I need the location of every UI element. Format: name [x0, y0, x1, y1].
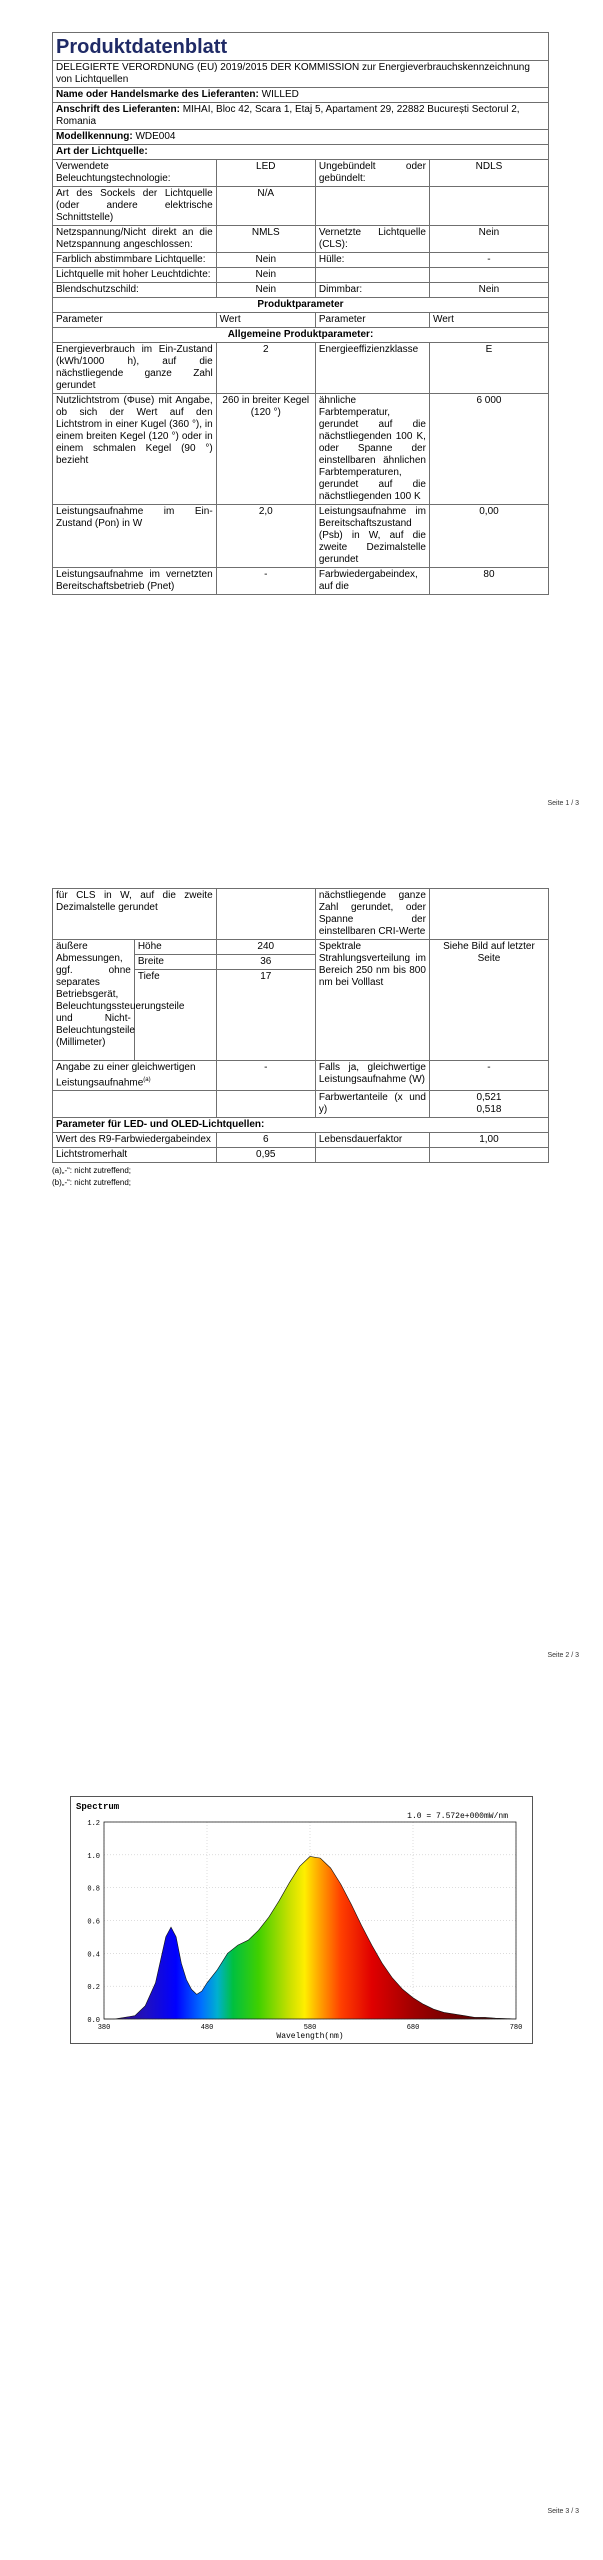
x-axis-label: Wavelength(nm) — [276, 2032, 344, 2041]
param-row — [53, 394, 549, 505]
standby-network-label-cont: für CLS in W, auf die zweite Dezimalstelle gerundet — [53, 889, 217, 940]
led-params-heading: Parameter für LED- und OLED-Lichtquellen: — [53, 1118, 549, 1133]
equiv-footnote-ref: (a) — [143, 1077, 151, 1083]
address-value: MIHAI, Bloc 42, Scara 1, Etaj 5, Apartament 29, 22882 București Sectorul 2, Romania — [56, 104, 520, 127]
param-label2-1: ähnliche Farbtemperatur, gerundet auf die nächstliegenden 100 K, oder Spanne der einstellbaren ähnlichen Farbtemperaturen, gerundet auf die nächstliegenden 100 K — [315, 394, 429, 505]
lumen-maintenance-value: 0,95 — [216, 1148, 315, 1163]
param-value2-3: 80 — [429, 568, 548, 595]
type-row — [53, 226, 549, 253]
empty-cell — [429, 1148, 548, 1163]
col-value-1: Wert — [216, 313, 315, 328]
address-label: Anschrift des Lieferanten: — [56, 104, 180, 115]
chromaticity-y: 0,518 — [476, 1104, 502, 1116]
document-title: Produktdatenblatt — [53, 33, 549, 61]
y-tick-label: 1.0 — [87, 1852, 100, 1861]
product-params-heading: Produktparameter — [53, 298, 549, 313]
type-label-5: Blendschutzschild: — [53, 283, 217, 298]
equiv-value: - — [216, 1061, 315, 1091]
param-value2-1: 6 000 — [429, 394, 548, 505]
type-table-body — [53, 160, 549, 298]
param-label2-0: Energieeffizienzklasse — [315, 343, 429, 394]
type-value2-4 — [429, 268, 548, 283]
spectral-distribution-label: Spektrale Strahlungsverteilung im Bereich 250 nm bis 800 nm bei Volllast — [315, 940, 429, 1061]
footnote-b: (b)„-“: nicht zutreffend; — [52, 1178, 131, 1188]
param-row — [53, 568, 549, 595]
lumen-maintenance-label: Lichtstromerhalt — [53, 1148, 217, 1163]
y-tick-label: 0.4 — [87, 1951, 100, 1960]
chromaticity-value — [429, 1091, 548, 1118]
type-row — [53, 187, 549, 226]
page-2 — [52, 888, 549, 1189]
param-label2-3: Farbwiedergabeindex, auf die — [315, 568, 429, 595]
model-label: Modellkennung: — [56, 131, 133, 142]
y-tick-label: 0.2 — [87, 1984, 100, 1993]
col-param-2: Parameter — [315, 313, 429, 328]
y-tick-label: 0.8 — [87, 1885, 100, 1894]
type-value-3: Nein — [216, 253, 315, 268]
param-label-0: Energieverbrauch im Ein-Zustand (kWh/1000 h), auf die nächstliegende ganze Zahl gerundet — [53, 343, 217, 394]
type-label2-4 — [315, 268, 429, 283]
param-value-2: 2,0 — [216, 505, 315, 568]
param-label2-2: Leistungsaufnahme im Bereitschaftszustand (Psb) in W, auf die zweite Dezimalstelle gerundet — [315, 505, 429, 568]
supplier-row — [53, 88, 549, 103]
address-row — [53, 103, 549, 130]
param-label-3: Leistungsaufnahme im vernetzten Bereitschaftsbetrieb (Pnet) — [53, 568, 217, 595]
lifetime-factor-label: Lebensdauerfaktor — [315, 1133, 429, 1148]
equiv-label-text: Angabe zu einer gleichwertigen Leistungsaufnahme — [56, 1062, 196, 1089]
type-row — [53, 283, 549, 298]
x-tick-label: 580 — [303, 2024, 317, 2032]
model-row — [53, 130, 549, 145]
type-value-4: Nein — [216, 268, 315, 283]
spectrum-svg — [70, 1796, 533, 2044]
type-label2-1 — [315, 187, 429, 226]
type-value2-0: NDLS — [429, 160, 548, 187]
param-value-3: - — [216, 568, 315, 595]
lightsource-type-heading: Art der Lichtquelle: — [53, 145, 549, 160]
chromaticity-label: Farbwertanteile (x und y) — [315, 1091, 429, 1118]
type-value-2: NMLS — [216, 226, 315, 253]
dimension-value-width: 36 — [216, 955, 315, 970]
dimension-name-height: Höhe — [134, 940, 216, 955]
product-params-table — [52, 297, 549, 595]
dimensions-label: äußere Abmessungen, ggf. ohne separates Betriebsgerät, Beleuchtungssteuerungsteile und Nicht-Beleuchtungsteile (Millimeter) — [53, 940, 135, 1061]
r9-label: Wert des R9-Farbwiedergabeindex — [53, 1133, 217, 1148]
type-label-1: Art des Sockels der Lichtquelle (oder andere elektrische Schnittstelle) — [53, 187, 217, 226]
chromaticity-x: 0,521 — [476, 1092, 502, 1104]
spectrum-chart — [70, 1796, 533, 2044]
dimension-value-depth: 17 — [216, 970, 315, 1061]
general-params-heading: Allgemeine Produktparameter: — [53, 328, 549, 343]
type-row — [53, 253, 549, 268]
page-number-1: Seite 1 / 3 — [547, 800, 579, 807]
type-value-5: Nein — [216, 283, 315, 298]
page-number-3: Seite 3 / 3 — [547, 2508, 579, 2515]
col-param-1: Parameter — [53, 313, 217, 328]
supplier-value: WILLED — [261, 89, 299, 100]
dimension-value-height: 240 — [216, 940, 315, 955]
param-row — [53, 505, 549, 568]
model-value: WDE004 — [135, 131, 176, 142]
x-tick-label: 680 — [406, 2024, 420, 2032]
dimension-name-depth: Tiefe — [134, 970, 216, 1061]
empty-cell — [216, 889, 315, 940]
type-value2-1 — [429, 187, 548, 226]
type-label2-5: Dimmbar: — [315, 283, 429, 298]
spectral-distribution-value: Siehe Bild auf letzter Seite — [429, 940, 548, 1061]
param-row — [53, 343, 549, 394]
type-value-0: LED — [216, 160, 315, 187]
col-value-2: Wert — [429, 313, 548, 328]
type-value2-5: Nein — [429, 283, 548, 298]
params-continued-table — [52, 888, 549, 1163]
type-label-4: Lichtquelle mit hoher Leuchtdichte: — [53, 268, 217, 283]
chart-title: Spectrum — [76, 1802, 120, 1812]
y-tick-label: 0.6 — [87, 1918, 100, 1927]
type-label2-2: Vernetzte Lichtquelle (CLS): — [315, 226, 429, 253]
lifetime-factor-value: 1,00 — [429, 1133, 548, 1148]
param-value-1: 260 in breiter Kegel (120 °) — [216, 394, 315, 505]
page-1 — [52, 32, 549, 595]
header-table — [52, 32, 549, 160]
type-label-3: Farblich abstimmbare Lichtquelle: — [53, 253, 217, 268]
type-value2-3: - — [429, 253, 548, 268]
type-label-2: Netzspannung/Nicht direkt an die Netzspannung angeschlossen: — [53, 226, 217, 253]
type-label-0: Verwendete Beleuchtungstechnologie: — [53, 160, 217, 187]
param-value-0: 2 — [216, 343, 315, 394]
footnote-a: (a)„-“: nicht zutreffend; — [52, 1166, 131, 1176]
type-label2-3: Hülle: — [315, 253, 429, 268]
empty-cell — [429, 889, 548, 940]
param-label-2: Leistungsaufnahme im Ein-Zustand (Pon) in W — [53, 505, 217, 568]
type-table — [52, 159, 549, 298]
page-number-2: Seite 2 / 3 — [547, 1652, 579, 1659]
type-row — [53, 160, 549, 187]
type-value-1: N/A — [216, 187, 315, 226]
x-tick-label: 480 — [200, 2024, 214, 2032]
type-label2-0: Ungebündelt oder gebündelt: — [315, 160, 429, 187]
equiv-power-value: - — [429, 1061, 548, 1091]
y-tick-label: 0.0 — [87, 2017, 100, 2025]
param-table-body — [53, 343, 549, 595]
x-tick-label: 380 — [97, 2024, 111, 2032]
chart-note: 1.0 = 7.572e+000mW/nm — [407, 1812, 508, 1821]
param-value2-0: E — [429, 343, 548, 394]
x-tick-label: 780 — [509, 2024, 523, 2032]
cri-label-cont: nächstliegende ganze Zahl gerundet, oder Spanne der einstellbaren CRI-Werte — [315, 889, 429, 940]
param-value2-2: 0,00 — [429, 505, 548, 568]
type-value2-2: Nein — [429, 226, 548, 253]
empty-cell — [315, 1148, 429, 1163]
type-row — [53, 268, 549, 283]
empty-cell — [216, 1091, 315, 1118]
supplier-label: Name oder Handelsmarke des Lieferanten: — [56, 89, 259, 100]
equiv-power-label: Falls ja, gleichwertige Leistungsaufnahme (W) — [315, 1061, 429, 1091]
empty-cell — [53, 1091, 217, 1118]
y-tick-label: 1.2 — [87, 1820, 100, 1828]
param-label-1: Nutzlichtstrom (Φuse) mit Angabe, ob sich der Wert auf den Lichtstrom in einer Kugel (360 °), in einem breiten Kegel (120 °) oder in einem schmalen Kegel (90 °) bezieht — [53, 394, 217, 505]
r9-value: 6 — [216, 1133, 315, 1148]
equiv-label — [53, 1061, 217, 1091]
regulation-text: DELEGIERTE VERORDNUNG (EU) 2019/2015 DER KOMMISSION zur Energieverbrauchskennzeichnung von Lichtquellen — [53, 61, 549, 88]
dimension-name-width: Breite — [134, 955, 216, 970]
